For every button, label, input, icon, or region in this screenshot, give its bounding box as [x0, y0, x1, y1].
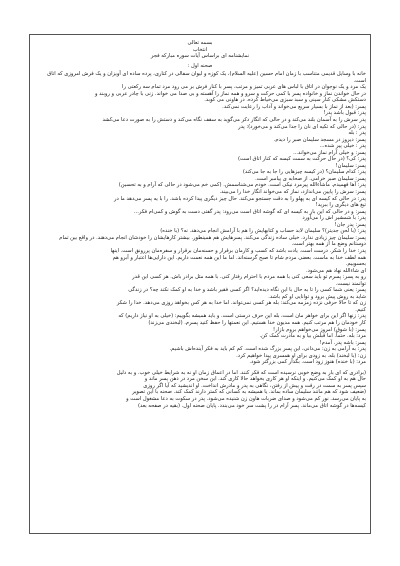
dialogue-line: پسر: (با شوق) امروز می‌خواهم بروم بازار!	[273, 326, 366, 333]
intro-line: خانه با وسایل قدیمی متناسب با زمان امام حسین (علیه السلام)، یک کوزه و لیوان سفالی در کناری، پرده ساده ای آویزان و یک فرش امروزی که اتاق است.	[47, 71, 366, 84]
scene-intro	[34, 71, 366, 117]
document-header	[34, 40, 366, 60]
dialogue-line: مرد: (با خنده) هنوز زود است. بگذار کمی بزرگتر شود.	[249, 359, 366, 366]
intro-line: پسر: (بعد از نماز با بسیار سریع می‌خواند و آداب را رعایت نمی‌کند.	[222, 103, 366, 110]
dialogue-line: توانمند نیست.	[335, 280, 366, 287]
dialogue-line: پدر: آها فهمیدم. ماشاءالله پیرمرد نیکی است. خودم می‌شناسمش. (کمی خم می‌شود در حالی که آرام و به تحسین)	[118, 182, 366, 189]
dialogue-line: زن که تا حالا حرفی نزده زمزمه می‌کند: بله هر کسی نمی‌تواند. اما خدا به هر کس بخواهد روزی می‌دهد. خدا را شکر	[116, 300, 366, 307]
dialogue-line: پسر: و در حالی که این بار به کیسه ای که گوشه اتاق است می‌رود: پدر گفتی دست به گوش و کمی‌ام فکر...	[133, 208, 366, 215]
dialogue-line: پسر: پدر جان!	[334, 221, 366, 228]
dialogue-line: پدر: (در حالی که تکیه ای نان را جدا می‌کند و می‌خورد): پدر	[238, 123, 366, 130]
dialogue-line: پدر: خدا را شکر. درست است. یادت باشد که کسب و کارمان برقرار و حسنه‌مان برقرار و سفره‌مان پررونق است. اینها	[110, 247, 366, 254]
intro-line: در حال خواندن نماز و خانواده پسر با کمی حرکت و سرو و همه نماز را آهسته و بی صدا می خواند. زنی با چادر عربی و روبند و	[95, 90, 366, 97]
dialogue-section	[34, 117, 366, 366]
closing-line: به پایان می‌رسد. نور کم می‌شود و صدای ضربات هاون زن شنیده می‌شود. پدر در سکوت به دعا مشغول است و	[126, 395, 366, 402]
dialogue-line: بحسوبیم.	[345, 261, 366, 268]
dialogue-line: همه لطف خدا به ماست. بعضی مردم شام تا صبح گرسنه‌اند. اما ما این همه نعمت داریم. این دارایی‌ها اعتبار و آبرو هم	[112, 254, 366, 261]
closing-paragraph	[34, 370, 366, 409]
dialogue-line: پدر: در حالی که کیسه ای به پهلو را به دقت جستجو می‌کند. حال چیز دیگری پیدا کرده باشد. را با یه پسر می‌دهد ما در	[114, 195, 366, 202]
intro-line: پدر: قبول باشد پدر!	[323, 110, 366, 117]
dialogue-line: پسر: سلیمان چیز زیادی ندارد. خیلی ساده زندگی می‌کند. پسرهایش هم همینطور. بیشتر کارهایشان را خودشان انجام می‌دهند. در واقع بین تمام	[59, 234, 366, 241]
dialogue-line: پسر: یعنی شما کسی را تا به حال با این نگاه دیده‌اید؟ اگر کسی فقیر باشد و خدا به او کمک نکند چه؟ در زندگی	[128, 287, 366, 294]
dialogue-line: کنیم.	[355, 306, 366, 313]
dialogue-line: دوستانم وضع ما از همه بهتر است.	[291, 241, 366, 248]
dialogue-line: ای شاءالله نهاد هم می‌شود.	[306, 267, 366, 274]
dialogue-line: پدر: به آرامی به زن: می‌دانی، این پسر بزرگ شده است. کم کم باید به فکر آینده‌اش باشیم.	[169, 346, 366, 353]
closing-line: (ضعیف شود که هم مانند سلیمان ساده بماند. یا همیشه به کسانی که کمتر دارند کمک کند. صحنه با این تصویر	[132, 389, 366, 396]
dialogue-line: پدر: زنها اگر این برای خواهر مان است، بله این حرف درستی است. و باید همیشه بگوییم: (خیلی به او نیاز داریم) که	[118, 313, 366, 320]
dialogue-line: شاید به روش پیش برود و توانایی او کم باشد.	[268, 293, 366, 300]
dialogue-line: پدر: با شمشیر اش را می‌آورد	[302, 215, 366, 222]
dialogue-line: پدر سرش را به آسمان بلند می‌کند و در حالی که انگار دکر می‌گوید به سقف نگاه می‌کند و دستش را به صورت دعا می‌کشد	[102, 117, 366, 124]
dialogue-line: پدر: (با لحن جدیتر)؟ سلیمان لابد حساب و کتابهایش را هم با آرامش انجام می‌دهد. نه؟ (با خنده)	[160, 228, 366, 235]
dialogue-line: پسر: دیروز در مسجد سلیمان صبر را دیدم.	[273, 136, 366, 143]
header-title: انتخاب	[192, 46, 208, 53]
scene-title: صحنه اول :	[187, 62, 213, 69]
closing-line: سپس پسر به سمت در رفت و پیش از رفتن، نگاهی به پدر و مادرش انداخت. او اندیشید که آیا اگر روزی	[143, 382, 366, 389]
dialogue-line: پسر: و خیلی آرام نماز می‌خواند...	[293, 149, 366, 156]
dialogue-line: پدر : بله	[348, 130, 366, 137]
dialogue-line: پسر: باشه پدر. آمدم!	[319, 339, 366, 346]
dialogue-line: پدر: کی؟ (در حال حرکت به سمت کیسه که کنار اتاق است)	[237, 156, 366, 163]
dialogue-line: زن: (با لبخند) بله. به زودی برای او همسری پیدا خواهیم کرد.	[236, 352, 366, 359]
dialogue-line: مرد: بله. حتماً. اما قبلش بیا و به مادرت کمک کن.	[259, 333, 366, 340]
document-content	[34, 40, 366, 530]
dialogue-line: پدر : خیلی پیر شده...	[319, 143, 366, 150]
header-bismillah: بسمه تعالی	[187, 40, 213, 46]
dialogue-line: تیغ های دیگری را ببرید!	[315, 202, 366, 209]
closing-line: (برادری که ای بار به وضع خوبی نرسیده است که فکر کنند. اما در اعماق زمان او نه به شرایط خیلی خوب. و به دلیل	[116, 369, 366, 376]
closing-line: کیسه‌ها در گوشه اتاق می‌ماند. پسر آرام در را پشت سر خود می‌بندد. پایان صحنه اول. (بقیه در صفحه بعد)	[137, 402, 366, 409]
dialogue-line: کار خودمان را هم مرتب کنیم. همه مدیون خدا هستیم. این نعمتها را حفظ کنید پسرم. (لبخندی می‌زند)	[148, 319, 366, 326]
dialogue-line: پدر: کدام سلیمان؟ (در کیسه چیزهایی را جا به جا می‌کند)	[242, 169, 366, 176]
intro-line: دستکش مشکی کنار سینی و سبد سبزی می‌خیاط کرده. در هاونی می کوبد.	[204, 97, 366, 104]
dialogue-line: پسر: سلیمان!	[335, 162, 366, 169]
dialogue-line: رو به پسر: پسرم تو باید سعی کنی با همه مردم با احترام رفتار کنی. با همه مثل برادر باش. هر کسی این قدر	[132, 274, 366, 281]
dialogue-line: پسر: سرش را پایین می‌اندازد، نماز که می‌خواند انگار خدا را می‌بیند.	[219, 189, 366, 196]
dialogue-line: پسر: سلیمان صبر خرامی. از صحابه ی پیامبر است.	[255, 175, 366, 182]
closing-line: حال هم به او کمک می‌کنیم. و اینکه او هر کاری بخواهد حالا کاری کند. این سخن مرد در ذهن پسر ماند و	[144, 376, 366, 383]
intro-line: یک مرد و یک نوجوان در اتاق با لباس های عربی تمیز و مرتب، پسر با کنار فرش بر می رود مرد تمام سه رکعتی را	[122, 84, 366, 91]
header-subtitle: نمایشنامه ای براساس آیات سوره مبارکه فجر	[150, 53, 250, 60]
